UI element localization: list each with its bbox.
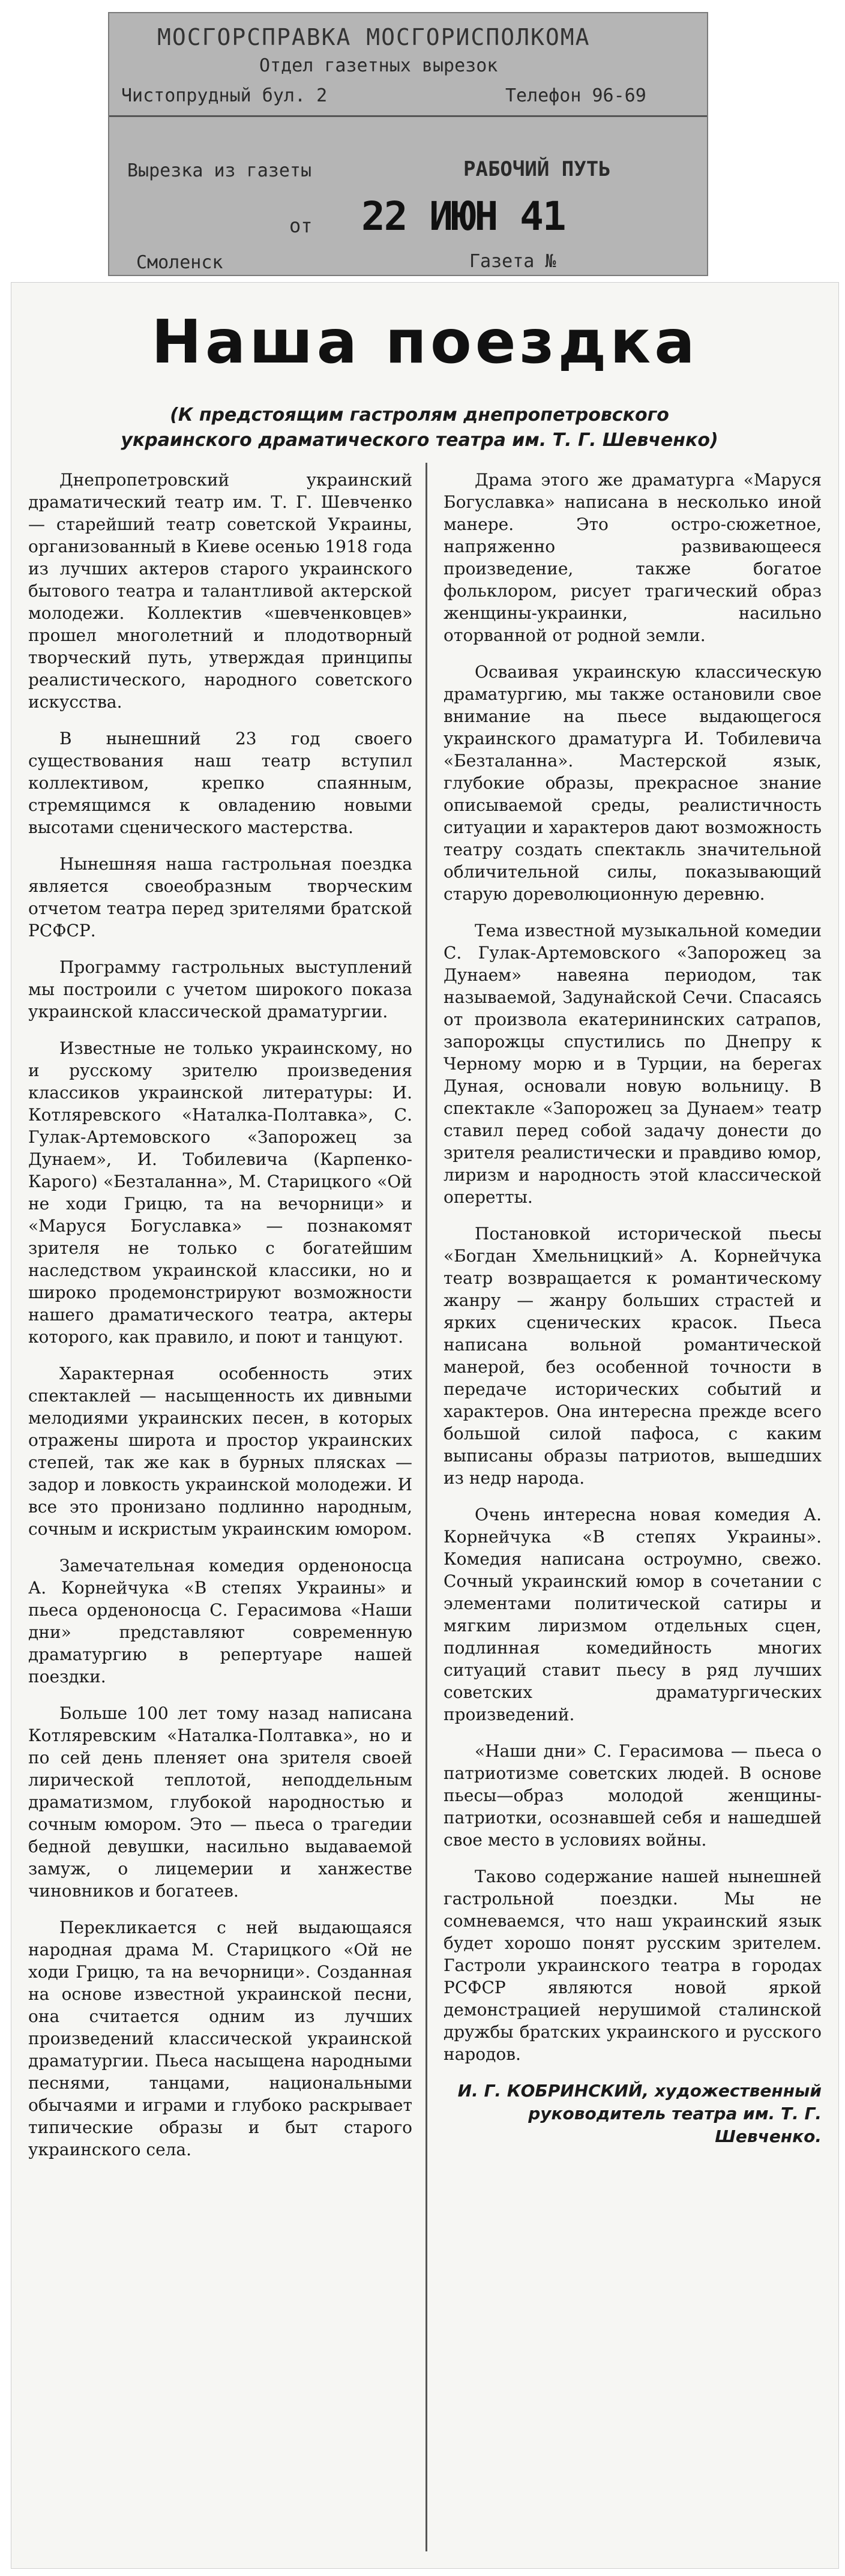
department-name: Отдел газетных вырезок xyxy=(259,55,498,76)
newspaper-number: Газета № xyxy=(469,251,556,272)
paragraph: Больше 100 лет тому назад написана Котляревским «Наталка-Полтавка», но и по сей день пленяет она зрителя своей лирической теплотой, неподдельным драматизмом, глубокой народностью и сочным юмором. Это — пьеса о трагедии бедной девушки, насильно выдаваемой замуж, о лицемерии и ханжестве чиновников и богатеев. xyxy=(28,1703,412,1901)
paragraph: В нынешний 23 год своего существования наш театр вступил коллективом, крепко спаянным, стремящимся к овладению новыми высотами сценического мастерства. xyxy=(28,729,412,837)
cutting-caption: Вырезка из газеты xyxy=(127,160,312,181)
paragraph: Постановкой исторической пьесы «Богдан Хмельницкий» А. Корнейчука театр возвращается к романтическому жанру — жанру больших страстей и ярких сценических красок. Пьеса написана вольной романтической манерой, без особенной точности в передаче исторических событий и характеров. Она интересна прежде всего большой силой пафоса, с каким выписаны образы патриотов, вышедших из недр народа. xyxy=(444,1224,822,1488)
left-column xyxy=(28,469,412,2175)
paragraph: Осваивая украинскую классическую драматургию, мы также остановили свое внимание на пьесе выдающегося украинского драматурга И. Тобилевича «Безталанна». Мастерской язык, глубокие образы, прекрасное знание описываемой среды, реалистичность ситуации и характеров дают возможность театру создать спектакль значительной обличительной силы, показывающий старую дореволюционную деревню. xyxy=(444,662,822,904)
article-subtitle: (К предстоящим гастролям днепропетровского украинского драматического театра им. Т. Г. Шевченко) xyxy=(121,405,718,451)
paragraph: Нынешняя наша гастрольная поездка является своеобразным творческим отчетом театра перед зрителями братской РСФСР. xyxy=(28,854,412,940)
city-name: Смоленск xyxy=(136,252,223,273)
right-column xyxy=(444,469,822,2148)
newspaper-name: РАБОЧИЙ ПУТЬ xyxy=(463,157,611,181)
paragraph: Перекликается с ней выдающаяся народная драма М. Старицкого «Ой не ходи Грицю, та на вечорници». Созданная на основе известной украинской песни, она считается одним из лучших произведений классической украинской драматургии. Пьеса насыщена народными песнями, танцами, национальными обычаями и играми и глубоко раскрывает типические образы и быт старого украинского села. xyxy=(28,1918,412,2159)
paragraph: Очень интересна новая комедия А. Корнейчука «В степях Украины». Комедия написана остроумно, свежо. Сочный украинский юмор в сочетании с элементами политической сатиры и мягким лиризмом отдельных сцен, подлинная комедийность многих ситуаций ставит пьесу в ряд лучших советских драматургических произведений. xyxy=(444,1505,822,1724)
date-prefix: от xyxy=(289,214,313,237)
newspaper-clipping xyxy=(11,282,839,2569)
paragraph: «Наши дни» С. Герасимова — пьеса о патриотизме советских людей. В основе пьесы—образ молодой женщины-патриотки, осознавшей себя и нашедшей свое место в условиях войны. xyxy=(444,1741,822,1850)
column-divider xyxy=(426,463,427,2551)
paragraph: Тема известной музыкальной комедии С. Гулак-Артемовского «Запорожец за Дунаем» навеяна периодом, так называемой, Задунайской Сечи. Спасаясь от произвола екатерининских сатрапов, запорожцы спустились по Днепру к Черному морю и в Турции, на берегах Дуная, основали новую вольницу. В спектакле «Запорожец за Дунаем» театр ставил перед собой задачу донести до зрителя реалистически и правдиво юмор, лиризм и народность этой классической оперетты. xyxy=(444,921,822,1207)
paragraph: Известные не только украинскому, но и русскому зрителю произведения классиков украинской литературы: И. Котляревского «Наталка-Полтавка», С. Гулак-Артемовского «Запорожец за Дунаем», И. Тобилевича (Карпенко-Карого) «Безталанна», М. Старицкого «Ой не ходи Грицю, та на вечорници» и «Маруся Богуславка» — познакомят зрителя не только с богатейшим наследством украинской классики, но и широко продемонстрируют возможности нашего драматического театра, актеры которого, как правило, и поют и танцуют. xyxy=(28,1038,412,1347)
paragraph: Замечательная комедия орденоносца А. Корнейчука «В степях Украины» и пьеса орденоносца С. Герасимова «Наши дни» представляют современную драматургию в репертуаре нашей поездки. xyxy=(28,1556,412,1687)
paragraph: Характерная особенность этих спектаклей — насыщенность их дивными мелодиями украинских песен, в которых отражены широта и простор украинских степей, так же как в бурных плясках — задор и ловкость украинской молодежи. И все это пронизано подлинно народным, сочным и искристым украинским юмором. xyxy=(28,1364,412,1539)
agency-phone: Телефон 96-69 xyxy=(505,85,646,106)
agency-address: Чистопрудный бул. 2 xyxy=(121,85,328,106)
date-stamp: 22 ИЮН 41 xyxy=(361,193,565,239)
paragraph: Таково содержание нашей нынешней гастрольной поездки. Мы не сомневаемся, что наш украинский язык будет хорошо понят русским зрителем. Гастроли украинского театра в городах РСФСР являются новой яркой демонстрацией нерушимой сталинской дружбы братских украинского и русского народов. xyxy=(444,1867,822,2064)
paragraph: Днепропетровский украинский драматический театр им. Т. Г. Шевченко — старейший театр советской Украины, организованный в Киеве осенью 1918 года из лучших актеров старого украинского бытового театра и талантливой актерской молодежи. Коллектив «шевченковцев» прошел многолетний и плодотворный творческий путь, утверждая принципы реалистического, народного советского искусства. xyxy=(28,470,412,712)
label-divider xyxy=(109,115,707,117)
paragraph: Программу гастрольных выступлений мы построили с учетом широкого показа украинской классической драматургии. xyxy=(28,957,412,1022)
paragraph: Драма этого же драматурга «Маруся Богуславка» написана в несколько иной манере. Это остро-сюжетное, напряженно развивающееся произведение, также богатое фольклором, рисует трагический образ женщины-украинки, насильно оторванной от родной земли. xyxy=(444,470,822,645)
agency-name: МОСГОРСПРАВКА МОСГОРИСПОЛКОМА xyxy=(157,24,591,50)
agency-label xyxy=(108,12,708,276)
author-signature: И. Г. КОБРИНСКИЙ, художественный руководитель театра им. Т. Г. Шевченко. xyxy=(457,2081,822,2146)
article-title: Наша поездка xyxy=(151,307,699,377)
